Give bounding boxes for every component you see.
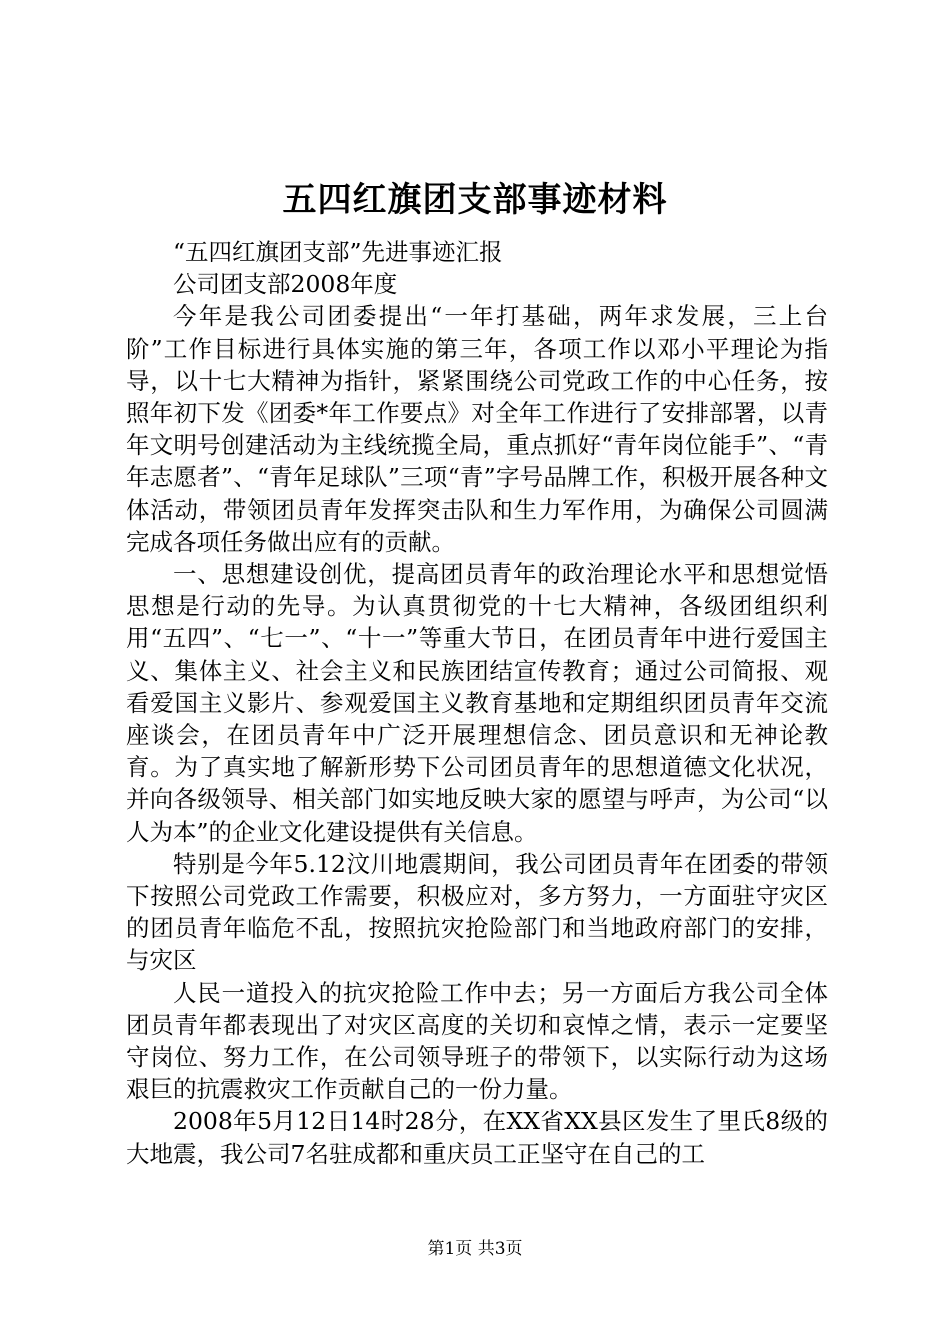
body-paragraph: 一、思想建设创优，提高团员青年的政治理论水平和思想觉悟思想是行动的先导。为认真贯彻党的十七大精神，各级团组织利用“五四”、“七一”、“十一”等重大节日，在团员青年中进行爱国主义、集体主义、社会主义和民族团结宣传教育；通过公司简报、观看爱国主义影片、参观爱国主义教育基地和定期组织团员青年交流座谈会，在团员青年中广泛开展理想信念、团员意识和无神论教育。为了真实地了解新形势下公司团员青年的思想道德文化状况，并向各级领导、相关部门如实地反映大家的愿望与呼声，为公司“以人为本”的企业文化建设提供有关信息。 — [126, 560, 828, 846]
body-paragraph: 今年是我公司团委提出“一年打基础，两年求发展，三上台阶”工作目标进行具体实施的第三年，各项工作以邓小平理论为指导，以十七大精神为指针，紧紧围绕公司党政工作的中心任务，按照年初下发《团委*年工作要点》对全年工作进行了安排部署，以青年文明号创建活动为主线统揽全局，重点抓好“青年岗位能手”、“青年志愿者”、“青年足球队”三项“青”字号品牌工作，积极开展各种文体活动，带领团员青年发挥突击队和生力军作用，为确保公司圆满完成各项任务做出应有的贡献。 — [126, 302, 828, 556]
org-year-paragraph: 公司团支部2008年度 — [173, 270, 398, 299]
document-title: 五四红旗团支部事迹材料 — [282, 180, 668, 220]
page-footer: 第1页 共3页 — [427, 1239, 523, 1259]
subtitle-paragraph: “五四红旗团支部”先进事迹汇报 — [173, 238, 503, 266]
body-paragraph: 2008年5月12日14时28分，在XX省XX县区发生了里氏8级的大地震，我公司7名驻成都和重庆员工正坚守在自己的工 — [126, 1107, 828, 1168]
document-body — [126, 236, 828, 1170]
body-paragraph: 人民一道投入的抗灾抢险工作中去；另一方面后方我公司全体团员青年都表现出了对灾区高度的关切和哀悼之情，表示一定要坚守岗位、努力工作，在公司领导班子的带领下，以实际行动为这场艰巨的抗震救灾工作贡献自己的一份力量。 — [126, 978, 828, 1104]
body-paragraph: 特别是今年5.12汶川地震期间，我公司团员青年在团委的带领下按照公司党政工作需要，积极应对，多方努力，一方面驻守灾区的团员青年临危不乱，按照抗灾抢险部门和当地政府部门的安排，与灾区 — [126, 849, 828, 975]
